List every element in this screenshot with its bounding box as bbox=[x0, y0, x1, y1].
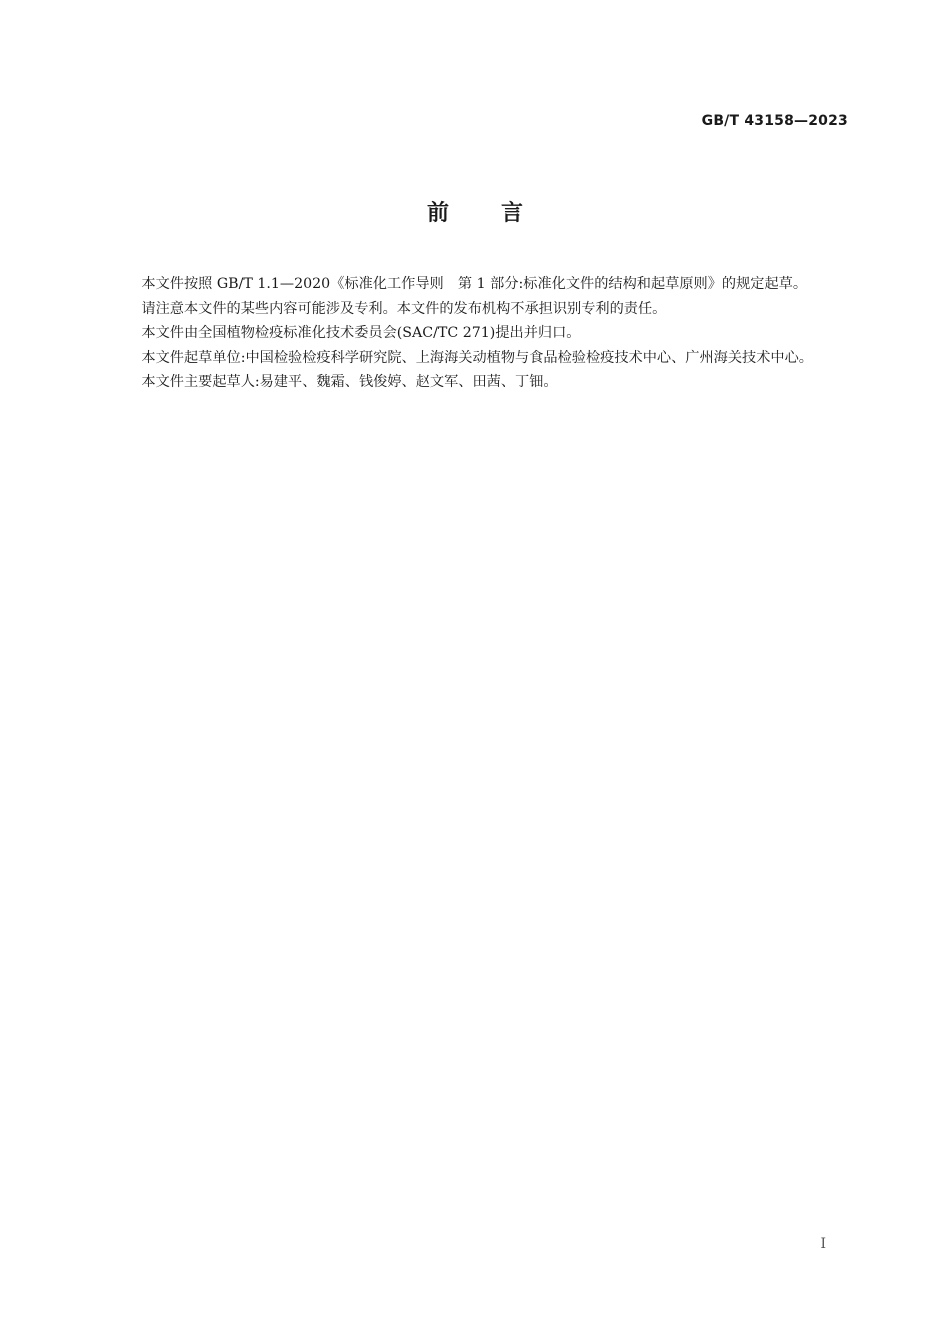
title-char-2: 言 bbox=[501, 201, 524, 226]
paragraph-committee: 本文件由全国植物检疫标准化技术委员会(SAC/TC 271)提出并归口。 bbox=[141, 325, 581, 342]
page-number: I bbox=[820, 1236, 826, 1252]
standard-code: GB/T 43158—2023 bbox=[701, 113, 848, 129]
paragraph-drafters: 本文件主要起草人:易建平、魏霜、钱俊婷、赵文军、田茜、丁钿。 bbox=[141, 374, 558, 391]
foreword-body bbox=[113, 272, 850, 395]
page-title bbox=[0, 196, 950, 227]
paragraph-patent-notice: 请注意本文件的某些内容可能涉及专利。本文件的发布机构不承担识别专利的责任。 bbox=[141, 300, 667, 317]
title-char-1: 前 bbox=[426, 201, 449, 226]
paragraph-drafting-units: 本文件起草单位:中国检验检疫科学研究院、上海海关动植物与食品检验检疫技术中心、广州海关技术中心。 bbox=[141, 349, 813, 366]
paragraph-drafting-rules: 本文件按照 GB/T 1.1—2020《标准化工作导则 第 1 部分:标准化文件的结构和起草原则》的规定起草。 bbox=[141, 276, 808, 292]
